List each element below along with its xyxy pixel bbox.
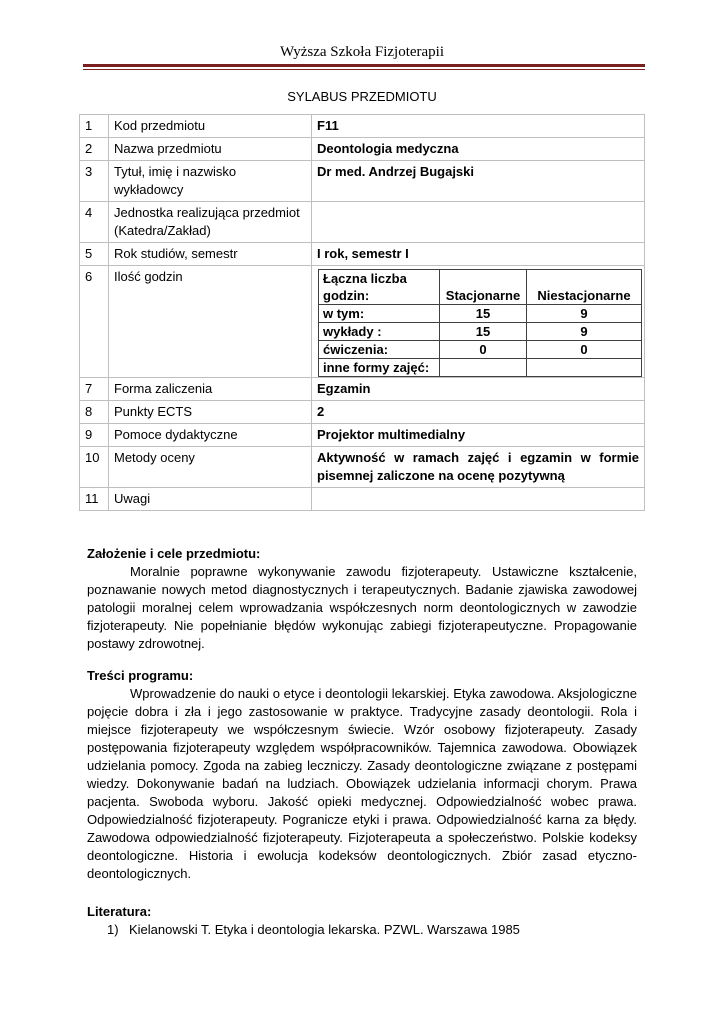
table-row (80, 243, 645, 266)
hours-stac-value: 15 (440, 305, 527, 323)
hours-row-label: inne formy zajęć: (319, 359, 440, 377)
goals-body: Moralnie poprawne wykonywanie zawodu fizjoterapeuty. Ustawiczne kształcenie, poznawanie nowych metod diagnostycznych i terapeutycznych. Badanie zjawiska zawodowej patologii moralnej celem wprowadzania współczesnych norm deontologicznych w zawodzie fizjoterapeuty. Nie popełnianie błędów wykonując zabiegi fizjoterapeutyczne. Propagowanie postawy zdrowotnej. (87, 564, 637, 651)
hours-col-niestacjonarne: Niestacjonarne (527, 270, 642, 305)
row-label: Pomoce dydaktyczne (109, 424, 312, 447)
table-row (80, 424, 645, 447)
table-row (80, 447, 645, 488)
hours-cell (312, 266, 645, 378)
row-number: 5 (80, 243, 109, 266)
row-value: Dr med. Andrzej Bugajski (312, 161, 645, 202)
row-number: 7 (80, 378, 109, 401)
literature-heading: Literatura: (87, 904, 152, 919)
row-value: F11 (312, 115, 645, 138)
row-number: 9 (80, 424, 109, 447)
hours-niestac-value: 0 (527, 341, 642, 359)
table-row (80, 161, 645, 202)
row-number: 10 (80, 447, 109, 488)
table-row (80, 401, 645, 424)
row-number: 3 (80, 161, 109, 202)
hours-niestac-value (527, 359, 642, 377)
header-rule-thin (83, 69, 645, 70)
row-value: Projektor multimedialny (312, 424, 645, 447)
hours-col-stacjonarne: Stacjonarne (440, 270, 527, 305)
row-number: 2 (80, 138, 109, 161)
syllabus-sections (87, 545, 637, 939)
row-value: 2 (312, 401, 645, 424)
row-label: Metody oceny (109, 447, 312, 488)
row-label: Jednostka realizująca przedmiot (Katedra/Zakład) (109, 202, 312, 243)
syllabus-table (79, 114, 645, 511)
row-number: 8 (80, 401, 109, 424)
hours-stac-value: 0 (440, 341, 527, 359)
row-value: Egzamin (312, 378, 645, 401)
row-value: Aktywność w ramach zajęć i egzamin w formie pisemnej zaliczone na ocenę pozytywną (312, 447, 645, 488)
table-row (80, 488, 645, 511)
literature-item (87, 921, 637, 939)
hours-header-row (319, 270, 642, 305)
hours-table (318, 269, 642, 377)
row-label: Forma zaliczenia (109, 378, 312, 401)
row-number: 1 (80, 115, 109, 138)
hours-row-label: wykłady : (319, 323, 440, 341)
hours-niestac-value: 9 (527, 305, 642, 323)
literature-item-text: Kielanowski T. Etyka i deontologia lekarska. PZWL. Warszawa 1985 (129, 922, 520, 937)
table-row (80, 202, 645, 243)
table-row (80, 115, 645, 138)
hours-row (319, 305, 642, 323)
row-label: Kod przedmiotu (109, 115, 312, 138)
content-heading: Treści programu: (87, 668, 194, 683)
row-label: Rok studiów, semestr (109, 243, 312, 266)
header-institution: Wyższa Szkoła Fizjoterapii (279, 44, 445, 60)
hours-total-label: Łączna liczba godzin: (319, 270, 440, 305)
literature-item-number: 1) (107, 922, 119, 937)
hours-niestac-value: 9 (527, 323, 642, 341)
row-number: 6 (80, 266, 109, 378)
row-number: 11 (80, 488, 109, 511)
row-label: Tytuł, imię i nazwisko wykładowcy (109, 161, 312, 202)
hours-row (319, 359, 642, 377)
content-body: Wprowadzenie do nauki o etyce i deontologii lekarskiej. Etyka zawodowa. Aksjologiczne pojęcie dobra i zła i jego zastosowanie w praktyce. Tradycyjne zasady deontologii. Rola i miejsce fizjoterapeuty we współczesnym świecie. Wzór osobowy fizjoterapeuty. Zasady postępowania fizjoterapeuty względem współpracowników. Tajemnica zawodowa. Obowiązek udzielania pomocy. Zgoda na zabieg leczniczy. Zasady deontologiczne związane z postępami wiedzy. Dokonywanie badań na ludziach. Obowiązek udzielania informacji chorym. Prawa pacjenta. Swoboda wyboru. Jakość opieki medycznej. Odpowiedzialność wobec prawa. Odpowiedzialność fizjoterapeuty. Pogranicze etyki i prawa. Odpowiedzialność karna za błędy. Zawodowa odpowiedzialność fizjoterapeuty. Fizjoterapeuta a społeczeństwo. Polskie kodeksy deontologiczne. Historia i ewolucja kodeksów deontologicznych. Zbiór zasad etyczno-deontologicznych. (87, 686, 637, 881)
hours-row-label: w tym: (319, 305, 440, 323)
row-label: Uwagi (109, 488, 312, 511)
row-number: 4 (80, 202, 109, 243)
row-value: I rok, semestr I (312, 243, 645, 266)
row-label: Punkty ECTS (109, 401, 312, 424)
table-row (80, 138, 645, 161)
row-label: Nazwa przedmiotu (109, 138, 312, 161)
row-value (312, 488, 645, 511)
hours-row (319, 341, 642, 359)
header-rule (83, 64, 645, 67)
document-title: SYLABUS PRZEDMIOTU (287, 89, 437, 104)
hours-stac-value (440, 359, 527, 377)
hours-row-label: ćwiczenia: (319, 341, 440, 359)
hours-row (319, 323, 642, 341)
row-value: Deontologia medyczna (312, 138, 645, 161)
table-row (80, 378, 645, 401)
hours-stac-value: 15 (440, 323, 527, 341)
row-label: Ilość godzin (109, 266, 312, 378)
row-value (312, 202, 645, 243)
goals-heading: Założenie i cele przedmiotu: (87, 546, 261, 561)
table-row (80, 266, 645, 378)
